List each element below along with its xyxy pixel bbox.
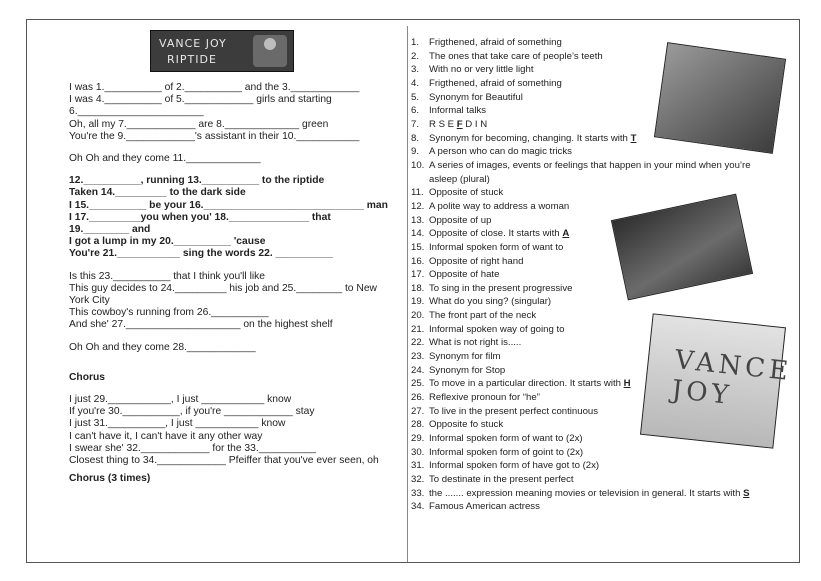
scrambled-letters: R S E F D I N [429, 118, 488, 130]
lyric-line: Taken 14._________ to the dark side [69, 187, 246, 199]
clue-item: 21. Informal spoken way of going to [411, 323, 565, 335]
lyric-line: And she' 27.____________________ on the highest shelf [69, 319, 333, 331]
clue-item: 2. The ones that take care of people’s teeth [411, 50, 603, 62]
lyric-line: Oh, all my 7.____________ are 8._____________ green [69, 118, 329, 130]
clue-item: 4. Frigthened, afraid of something [411, 77, 562, 89]
lyric-line: 12.__________, running 13.__________ to the riptide [69, 175, 325, 187]
clue-item: 24. Synonym for Stop [411, 364, 506, 376]
clue-item: 31. Informal spoken form of have got to (2x) [411, 460, 600, 472]
title-logo [150, 30, 294, 72]
chorus-repeat-heading: Chorus (3 times) [69, 473, 151, 485]
singer-guitar-photo [654, 42, 786, 154]
clue-item: 5. Synonym for Beautiful [411, 91, 523, 103]
logo-artist: VANCE JOY [159, 37, 227, 50]
clue-item: 18. To sing in the present progressive [411, 282, 573, 294]
clue-item: 26. Reflexive pronoun for “he” [411, 392, 540, 404]
clue-item: 19. What do you sing? (singular) [411, 296, 552, 308]
spacer [69, 332, 389, 342]
clue-item: 8. Synonym for becoming, changing. It starts with T [411, 132, 637, 144]
lyric-line: I can't have it, I can't have it any other way [69, 430, 263, 442]
spacer [69, 261, 389, 271]
lyric-line: I got a lump in my 20.__________ 'cause [69, 236, 266, 248]
lyric-line: Oh Oh and they come 28.____________ [69, 341, 256, 353]
clue-item: 9. A person who can do magic tricks [411, 146, 572, 158]
logo-song: RIPTIDE [167, 53, 217, 66]
lyrics-column [69, 82, 389, 485]
clue-item: 32. To destinate in the present perfect [411, 474, 574, 485]
lyric-line: York City [69, 295, 110, 307]
clue-item-continuation: asleep (plural) [429, 173, 490, 185]
clue-item: 17. Opposite of hate [411, 269, 500, 281]
clue-item: 12. A polite way to address a woman [411, 200, 570, 212]
clue-item: 22. What is not right is..... [411, 337, 522, 349]
lyric-line: 19.________ and [69, 224, 151, 236]
clue-item: 27. To live in the present perfect continuous [411, 405, 599, 417]
spacer [69, 143, 389, 153]
clue-item: 28. Opposite fo stuck [411, 419, 504, 431]
clue-item: 23. Synonym for film [411, 351, 501, 363]
column-divider [407, 26, 408, 562]
spacer [69, 354, 389, 372]
lyric-line: You're the 9.____________'s assistant in their 10.___________ [69, 130, 360, 142]
lyric-line: 6.______________________ [69, 106, 204, 118]
lyric-line: Is this 23.__________ that I think you'll like [69, 270, 266, 282]
lyric-line: Closest thing to 34.____________ Pfeiffer that you've ever seen, oh [69, 455, 379, 467]
clue-item: 14. Opposite of close. It starts with A [411, 228, 570, 240]
spacer [69, 384, 389, 394]
album-cover-photo [640, 313, 794, 448]
lyric-line: If you're 30.__________, if you're ____________ stay [69, 406, 315, 418]
lyric-line: I 15.__________ be your 16.____________________________ man [69, 199, 388, 211]
lyric-line: This cowboy's running from 26.__________ [69, 307, 269, 319]
chorus-heading: Chorus [69, 371, 106, 383]
clue-item: 13. Opposite of up [411, 214, 492, 226]
lyric-line: I was 4.__________ of 5.____________ girls and starting [69, 94, 332, 106]
clue-item: 1. Frigthened, afraid of something [411, 37, 562, 48]
lyric-line: This guy decides to 24._________ his job and 25.________ to New [69, 282, 377, 294]
clue-item: 30. Informal spoken form of goint to (2x) [411, 446, 584, 458]
clue-item: 11. Opposite of stuck [411, 187, 504, 199]
lyric-line: I just 31.__________, I just ___________ know [69, 418, 286, 430]
clue-item: 29. Informal spoken form of want to (2x) [411, 433, 583, 445]
lyric-line: You're 21.___________ sing the words 22. __________ [69, 248, 333, 260]
lyric-line: Oh Oh and they come 11._____________ [69, 153, 261, 165]
clue-item: 15. Informal spoken form of want to [411, 241, 564, 253]
clue-item: 25. To move in a particular direction. It starts with H [411, 378, 631, 390]
lyric-line: I 17._________you when you' 18.______________ that [69, 211, 331, 223]
lyric-line: I was 1.__________ of 2.__________ and the 3.____________ [69, 82, 360, 93]
clue-item: 20. The front part of the neck [411, 310, 537, 322]
clue-item: 3. With no or very little light [411, 64, 534, 76]
clue-item: 10. A series of images, events or feelings that happen in your mind when you’re [411, 159, 751, 171]
clue-item: 34. Famous American actress [411, 501, 540, 513]
clue-item: 7. R S E F D I N [411, 118, 488, 130]
clue-item: 6. Informal talks [411, 105, 487, 117]
spacer [69, 165, 389, 175]
album-cover-text: VANCE JOY [670, 344, 794, 412]
clue-item: 33. the ....... expression meaning movies or television in general. It starts with S [411, 487, 750, 499]
clue-item: 16. Opposite of right hand [411, 255, 524, 267]
guitarist-image [253, 35, 287, 67]
lyric-line: I just 29.___________, I just ___________ know [69, 394, 292, 406]
lyric-line: I swear she' 32.____________ for the 33.__________ [69, 442, 317, 454]
